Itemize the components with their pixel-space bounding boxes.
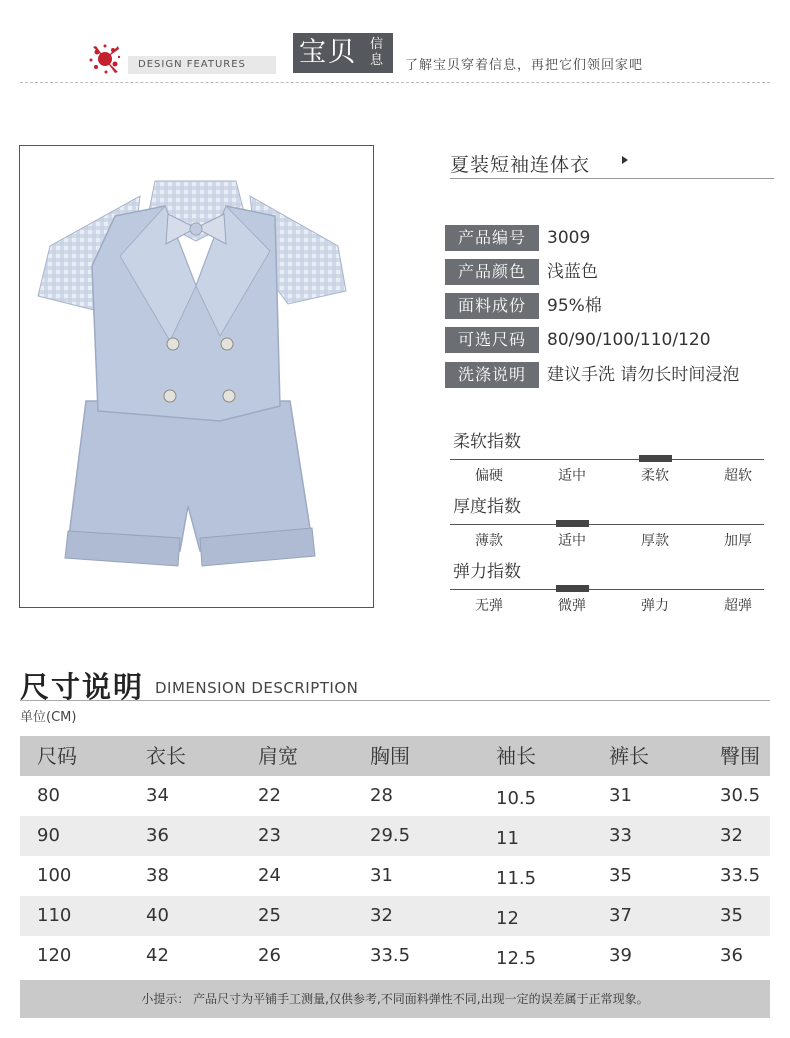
table-cell: 30.5 — [720, 785, 761, 806]
title-divider — [450, 178, 774, 179]
table-cell: 25 — [258, 905, 281, 926]
table-header-cell: 胸围 — [370, 744, 410, 768]
table-cell: 31 — [609, 785, 632, 806]
header-subtitle: 了解宝贝穿着信息，再把它们领回家吧 — [405, 58, 644, 73]
ink-splat-icon — [88, 42, 122, 76]
spec-value: 浅蓝色 — [547, 262, 598, 282]
index-option: 无弹 — [475, 598, 503, 614]
badge-side-text: 信息 — [370, 37, 384, 68]
table-cell: 80 — [37, 785, 60, 806]
table-cell: 23 — [258, 825, 281, 846]
table-cell: 33.5 — [370, 945, 411, 966]
table-cell: 10.5 — [496, 788, 537, 809]
spec-value: 3009 — [547, 228, 591, 248]
table-cell: 100 — [37, 865, 72, 886]
table-cell: 11 — [496, 828, 519, 849]
triangle-right-icon — [622, 156, 628, 164]
table-cell: 34 — [146, 785, 169, 806]
table-cell: 28 — [370, 785, 393, 806]
table-header-cell: 裤长 — [609, 744, 649, 768]
spec-label: 面料成份 — [445, 293, 539, 319]
table-row — [20, 776, 770, 816]
index-option: 厚款 — [641, 533, 669, 549]
table-cell: 29.5 — [370, 825, 411, 846]
table-cell: 11.5 — [496, 868, 537, 889]
index-option: 加厚 — [724, 533, 752, 549]
table-header-cell: 臀围 — [720, 744, 760, 768]
baby-outfit-illustration — [20, 146, 373, 607]
index-title: 柔软指数 — [453, 432, 521, 452]
table-cell: 42 — [146, 945, 169, 966]
index-scale-line — [450, 459, 764, 460]
design-features-tag: DESIGN FEATURES — [128, 56, 276, 74]
index-selected-marker — [556, 585, 589, 592]
table-cell: 22 — [258, 785, 281, 806]
table-row — [20, 936, 770, 976]
table-cell: 32 — [370, 905, 393, 926]
table-cell: 120 — [37, 945, 72, 966]
table-row — [20, 896, 770, 936]
spec-value: 95%棉 — [547, 296, 602, 316]
size-section-title: 尺寸说明 — [20, 670, 145, 704]
spec-label: 可选尺码 — [445, 327, 539, 353]
table-row — [20, 816, 770, 856]
index-selected-marker — [556, 520, 589, 527]
table-header-cell: 袖长 — [496, 744, 536, 768]
spec-value: 80/90/100/110/120 — [547, 330, 711, 350]
index-title: 厚度指数 — [453, 497, 521, 517]
index-selected-marker — [639, 455, 672, 462]
product-photo — [19, 145, 374, 608]
table-header-cell: 肩宽 — [258, 744, 298, 768]
table-cell: 90 — [37, 825, 60, 846]
spec-label: 洗涤说明 — [445, 362, 539, 388]
size-section-divider — [20, 700, 770, 701]
index-option: 弹力 — [641, 598, 669, 614]
table-row — [20, 856, 770, 896]
table-cell: 26 — [258, 945, 281, 966]
index-option: 薄款 — [475, 533, 503, 549]
table-cell: 36 — [146, 825, 169, 846]
header-divider — [20, 82, 770, 83]
table-cell: 37 — [609, 905, 632, 926]
index-option: 超软 — [724, 468, 752, 484]
index-scale-line — [450, 589, 764, 590]
table-cell: 12 — [496, 908, 519, 929]
index-option: 超弹 — [724, 598, 752, 614]
badge-main-text: 宝贝 — [299, 37, 357, 68]
product-info-badge — [293, 33, 393, 73]
table-cell: 33.5 — [720, 865, 761, 886]
size-table — [20, 736, 770, 976]
table-header-cell: 尺码 — [37, 744, 77, 768]
table-cell: 36 — [720, 945, 743, 966]
index-option: 适中 — [558, 533, 586, 549]
table-cell: 24 — [258, 865, 281, 886]
index-option: 偏硬 — [475, 468, 503, 484]
spec-label: 产品颜色 — [445, 259, 539, 285]
index-scale-line — [450, 524, 764, 525]
index-option: 柔软 — [641, 468, 669, 484]
table-header-row — [20, 736, 770, 776]
spec-value: 建议手洗 请勿长时间浸泡 — [547, 365, 740, 385]
size-unit-label: 单位(CM) — [20, 710, 77, 725]
table-cell: 35 — [609, 865, 632, 886]
table-cell: 12.5 — [496, 948, 537, 969]
index-option: 微弹 — [558, 598, 586, 614]
table-header-cell: 衣长 — [146, 744, 186, 768]
table-cell: 38 — [146, 865, 169, 886]
spec-label: 产品编号 — [445, 225, 539, 251]
table-cell: 40 — [146, 905, 169, 926]
table-cell: 35 — [720, 905, 743, 926]
product-title: 夏装短袖连体衣 — [450, 154, 591, 176]
index-title: 弹力指数 — [453, 562, 521, 582]
table-cell: 32 — [720, 825, 743, 846]
size-section-title-en: DIMENSION DESCRIPTION — [155, 679, 359, 697]
table-cell: 110 — [37, 905, 72, 926]
index-option: 适中 — [558, 468, 586, 484]
size-tip: 小提示： 产品尺寸为平铺手工测量,仅供参考,不同面料弹性不同,出现一定的误差属于正常现象。 — [20, 980, 770, 1018]
table-cell: 31 — [370, 865, 393, 886]
table-cell: 33 — [609, 825, 632, 846]
table-cell: 39 — [609, 945, 632, 966]
